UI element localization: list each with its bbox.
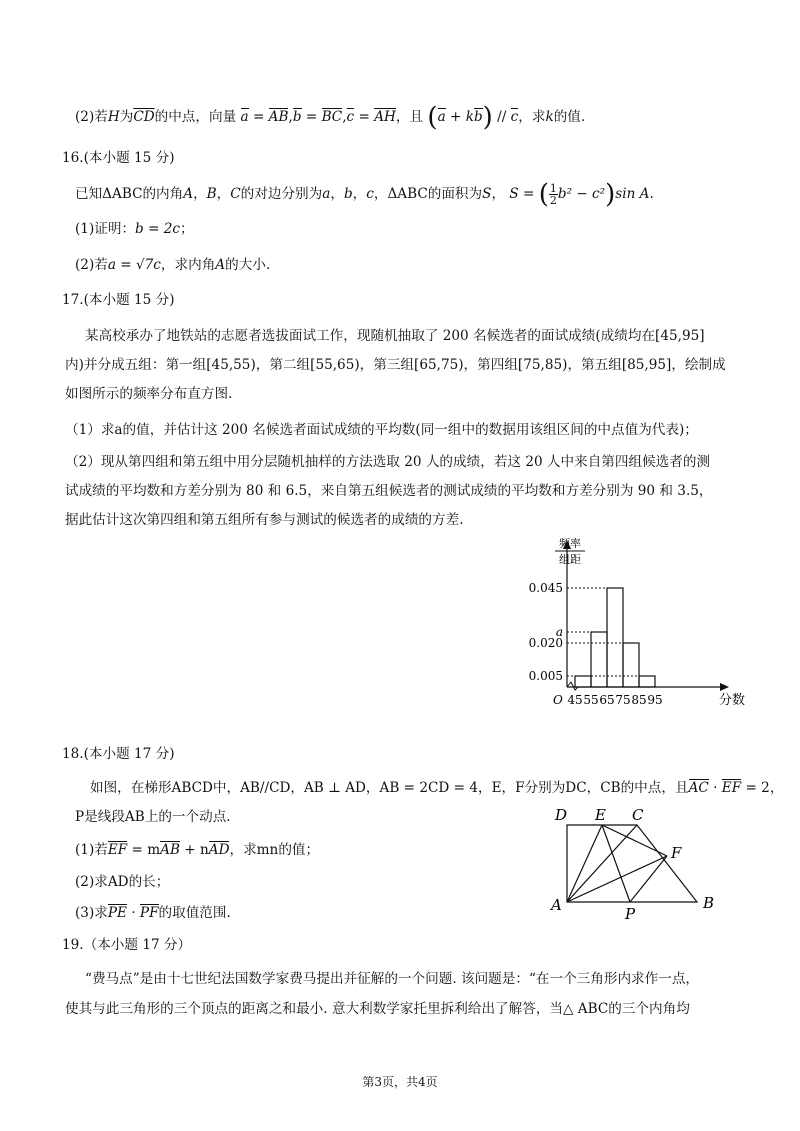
label-C: C (632, 806, 644, 824)
histogram-bar (623, 643, 639, 687)
x-tick-label: 45 (567, 693, 583, 707)
y-tick-label: 0.045 (528, 581, 563, 595)
label-A: A (551, 896, 562, 914)
x-axis-arrow (720, 683, 729, 691)
y-tick-label: 0.005 (528, 669, 563, 683)
q18-part3: (3)求PE · PF的取值范围. (75, 905, 231, 921)
x-tick-label: 65 (599, 693, 615, 707)
label-B: B (703, 894, 715, 912)
histogram-bar (639, 676, 655, 687)
q19-header: 19.（本小题 17 分） (62, 937, 192, 953)
q18-stem-line1: 如图，在梯形ABCD中，AB//CD，AB ⊥ AD，AB = 2CD = 4，E，F分别为DC，CB的中点，且AC · EF = 2， (90, 780, 784, 796)
y-axis-label-bottom: 组距 (559, 553, 581, 566)
q16-part2: (2)若a = √7c，求内角A的大小. (75, 257, 271, 273)
q17-part2-line1: （2）现从第四组和第五组中用分层随机抽样的方法选取 20 人的成绩，若这 20 人中来自第四组候选者的测 (65, 454, 711, 470)
origin-label: O (553, 693, 563, 707)
x-tick-label: 55 (583, 693, 599, 707)
q17-header: 17.(本小题 15 分) (62, 292, 175, 308)
q18-part2: (2)求AD的长； (75, 874, 170, 890)
histogram-bar (607, 588, 623, 687)
y-tick-label: 0.020 (528, 636, 563, 650)
trapezoid-figure (545, 800, 730, 920)
q19-stem-line2: 使其与此三角形的三个顶点的距离之和最小. 意大利数学家托里拆利给出了解答，当△ ABC的三个内角均 (65, 1001, 690, 1017)
q17-stem-line3: 如图所示的频率分布直方图. (65, 386, 233, 402)
x-tick-label: 75 (615, 693, 631, 707)
label-E: E (595, 806, 606, 824)
q18-header: 18.(本小题 17 分) (62, 746, 175, 762)
axis-break (567, 682, 578, 690)
q19-stem-line1: “费马点”是由十七世纪法国数学家费马提出并征解的一个问题. 该问题是：“在一个三角形内求作一点， (85, 971, 700, 987)
q16-stem: 已知ΔABC的内角A，B，C的对边分别为a，b，c，ΔABC的面积为S， S = ( $\frac{1}{2}$ b² − c²)sin A. (75, 179, 654, 210)
histogram-bar (575, 676, 591, 687)
label-P: P (625, 905, 636, 920)
q17-stem-line2: 内)并分成五组：第一组[45,55)，第二组[55,65)，第三组[65,75)，第四组[75,85)，第五组[85,95]，绘制成 (65, 357, 726, 373)
x-tick-label: 95 (647, 693, 663, 707)
y-tick-label: a (555, 625, 563, 639)
q15-part2: (2)若H为$\overline{CD}$的中点，向量 a = AB,b = BC,c = AH，且 (a + kb) // c，求k的值. (75, 102, 586, 133)
q18-stem-line2: P是线段AB上的一个动点. (75, 809, 231, 825)
q17-stem-line1: 某高校承办了地铁站的志愿者选拔面试工作，现随机抽取了 200 名候选者的面试成绩(成绩均在[45,95] (85, 328, 705, 344)
label-D: D (555, 806, 568, 824)
y-axis-label-top: 频率 (559, 537, 581, 550)
label-F: F (671, 844, 682, 862)
page-footer: 第3页，共4页 (362, 1075, 438, 1089)
q18-part1: (1)若EF = mAB + nAD，求mn的值； (75, 842, 320, 858)
x-axis-label: 分数 (718, 693, 745, 708)
x-tick-label: 85 (631, 693, 647, 707)
q17-part1: （1）求a的值，并估计这 200 名候选者面试成绩的平均数(同一组中的数据用该组区间的中点值为代表)； (65, 422, 698, 438)
q16-header: 16.(本小题 15 分) (62, 150, 175, 166)
q16-part1: (1)证明：b = 2c； (75, 221, 194, 237)
q17-part2-line2: 试成绩的平均数和方差分别为 80 和 6.5，来自第五组候选者的测试成绩的平均数和方差分别为 90 和 3.5， (65, 483, 713, 499)
frequency-histogram (505, 535, 745, 715)
q17-part2-line3: 据此估计这次第四组和第五组所有参与测试的候选者的成绩的方差. (65, 512, 464, 528)
histogram-bar (591, 632, 607, 687)
